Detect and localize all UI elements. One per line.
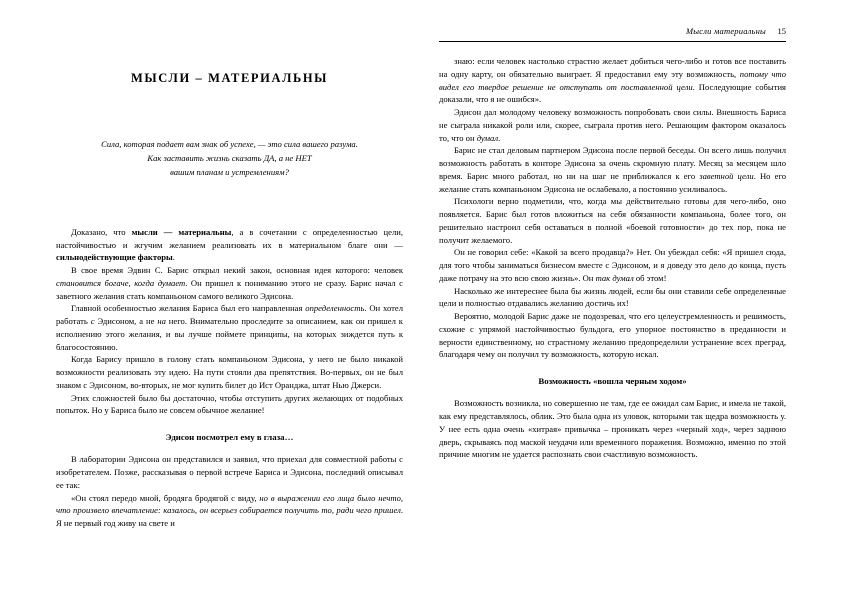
epigraph [56, 138, 403, 180]
left-column [56, 26, 403, 565]
paragraph: В лаборатории Эдисона он представился и заявил, что приехал для совместной работы с изобретателем. Позже, рассказывая о первой встрече Бариса и Эдисона, последний описывал ее так: [56, 454, 403, 490]
epigraph-line-2: Как заставить жизнь сказать ДА, а не НЕТ [147, 152, 312, 163]
running-head [439, 26, 786, 42]
right-column [439, 26, 786, 565]
paragraph: знаю: если человек настолько страстно желает добиться чего-либо и готов все поставить на одну карту, он обязательно выиграет. Я предоставил ему эту возможность, потому что видел его твердое решение не отступать от поставленной цели. Последующие события доказали, что я не ошибся». [439, 56, 787, 105]
epigraph-line-3: вашим планам и устремлениям? [170, 166, 289, 177]
running-head-title: Мысли материальны [686, 26, 766, 36]
paragraph: Вероятно, молодой Барис даже не подозревал, что его целеустремленность и решимость, схожие с упрямой настойчивостью бульдога, его упорное постоянство в преданности и верности единственному, но страстному желанию предопределили устранение всех преград, благодаря чему он получил ту возможность, которую искал. [439, 311, 786, 360]
paragraph: Насколько же интереснее была бы жизнь людей, если бы они ставили себе определенные цели и полностью отдавались желанию достичь их! [439, 285, 786, 309]
paragraph: Он не говорил себе: «Какой за всего продавца?» Нет. Он убеждал себя: «Я пришел сюда, для того чтобы заниматься бизнесом вместе с Эдисоном, и я доведу это дело до конца, пусть даже потрачу на это всю свою жизнь». Он так думал об этом! [439, 247, 786, 283]
paragraph: В свое время Эдвин С. Барис открыл некий закон, основная идея которого: человек становится богаче, когда думает. Он пришел к пониманию этого не сразу. Барис начал с заветного желания стать компаньоном самого великого Эдисона. [56, 265, 403, 301]
paragraph: «Он стоял передо мной, бродяга бродягой с виду, но в выражении его лица было нечто, что произвело впечатление: казалось, он всерьез собирается получить то, ради чего пришел. Я не первый год живу на свете и [56, 492, 404, 529]
paragraph: Эдисон дал молодому человеку возможность попробовать свои силы. Внешность Бариса не сыграла никакой роли или, скорее, сыграла против него. Решающим фактором оказалось то, что он думал. [439, 107, 786, 143]
paragraph: Когда Барису пришло в голову стать компаньоном Эдисона, у него не было никакой возможности реализовать эту идею. На пути стояли два препятствия. Во-первых, он не был знаком с Эдисоном, во-вторых, не мог купить билет до Ист Оранджа, штат Нью Джерси. [56, 354, 403, 390]
paragraph: Этих сложностей было бы достаточно, чтобы отступить других желающих от подобных попыток. Но у Бариса было не совсем обычное желание! [56, 392, 403, 416]
paragraph: Возможность возникла, но совершенно не там, где ее ожидал сам Барис, и имела не такой, как ему представлялось, облик. Это была одна из уловок, которыми так щедра возможность у. У нее есть одна очень «хитрая» привычка – проникать через «черный ход», через заднюю дверь, скрываясь под маской неудачи или временного поражения. Возможно, именно по этой причине многим не удается распознать свои счастливую возможность. [439, 398, 786, 460]
section-subhead: Эдисон посмотрел ему в глаза… [165, 432, 294, 443]
two-column-layout [56, 26, 786, 565]
section-subhead: Возможность «вошла черным ходом» [538, 376, 687, 386]
paragraph: Психологи верно подметили, что, когда мы действительно готовы для чего-либо, оно появляется. Барис был готов вложиться на себя обязанности компаньона, более того, он решительно настроил себя оставаться в полной «боевой готовности» до тех пор, пока не получит желаемого. [439, 196, 786, 245]
paragraph: Барис не стал деловым партнером Эдисона после первой беседы. Он всего лишь получил возможность работать в конторе Эдисона за очень скромную плату. Месяц за месяцем шло время. Барис много работал, но ни на шаг не приближался к его заветной цели. Но его желание стать компаньоном Эдисона не ослабевало, а постоянно усиливалось. [439, 145, 786, 194]
epigraph-line-1: Сила, которая подает вам знак об успехе, — это сила вашего разума. [101, 139, 358, 149]
chapter-title: МЫСЛИ – МАТЕРИАЛЬНЫ [130, 71, 329, 85]
paragraph: Главной особенностью желания Бариса был его направленная определенность. Он хотел работать с Эдисоном, а не на него. Внимательно проследите за описанием, как он пришел к исполнению этого желания, и вы лучше поймете принципы, на которых зиждется путь к благосостоянию. [56, 303, 403, 352]
page-number: 15 [777, 26, 786, 36]
paragraph: Доказано, что мысли — материальны, а в сочетании с определенностью цели, настойчивостью и жгучим желанием реализовать их в материальном благе они — сильнодействующие факторы. [56, 226, 403, 263]
